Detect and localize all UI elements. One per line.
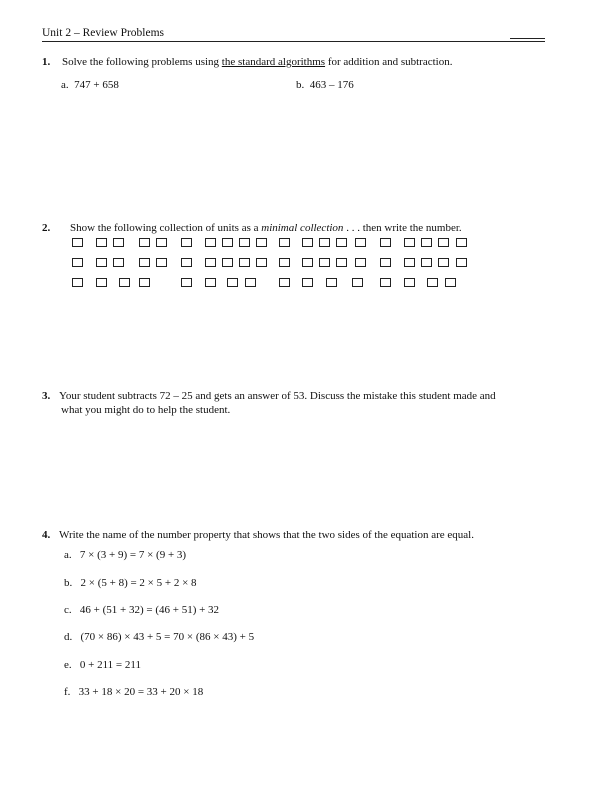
part-expression: 46 + (51 + 32) = (46 + 51) + 32: [79, 604, 220, 616]
unit-box: [113, 258, 124, 267]
question-text: for addition and subtraction.: [325, 56, 453, 68]
part-label: f.: [64, 686, 71, 698]
unit-box: [227, 278, 238, 287]
unit-box: [222, 258, 233, 267]
unit-box: [279, 258, 290, 267]
question-text-italic: minimal collection: [261, 222, 344, 234]
unit-box: [72, 258, 83, 267]
q4-part-d: [64, 631, 254, 643]
unit-box: [279, 278, 290, 287]
q4-part-e: [64, 659, 141, 671]
part-label: a.: [64, 549, 72, 561]
unit-box: [239, 238, 250, 247]
unit-box: [156, 258, 167, 267]
unit-box: [113, 238, 124, 247]
question-4: [42, 529, 474, 541]
question-3: [42, 390, 496, 402]
question-number: 4.: [42, 529, 51, 541]
q4-part-f: [64, 686, 203, 698]
question-1: [42, 56, 452, 68]
header-rule: [42, 41, 545, 42]
unit-box: [404, 258, 415, 267]
question-text-underlined: the standard algorithms: [221, 56, 326, 68]
unit-box: [421, 238, 432, 247]
part-label: c.: [64, 604, 72, 616]
part-expression: 33 + 18 × 20 = 33 + 20 × 18: [78, 686, 204, 698]
unit-box: [404, 278, 415, 287]
unit-box: [438, 238, 449, 247]
part-label: b.: [64, 577, 73, 589]
unit-box: [96, 258, 107, 267]
unit-box: [427, 278, 438, 287]
unit-box: [139, 238, 150, 247]
unit-box: [139, 258, 150, 267]
unit-box: [96, 278, 107, 287]
question-text: . . . then write the number.: [343, 222, 462, 234]
unit-box: [181, 258, 192, 267]
unit-box: [438, 258, 449, 267]
part-expression: 7 × (3 + 9) = 7 × (9 + 3): [79, 549, 187, 561]
q1-part-b: [296, 79, 354, 91]
unit-box: [139, 278, 150, 287]
part-expression: 2 × (5 + 8) = 2 × 5 + 2 × 8: [80, 577, 197, 589]
unit-box: [445, 278, 456, 287]
unit-box: [72, 238, 83, 247]
unit-box: [355, 238, 366, 247]
unit-box: [336, 238, 347, 247]
unit-box: [302, 258, 313, 267]
part-label: e.: [64, 659, 72, 671]
question-number: 3.: [42, 390, 51, 402]
header-rule-short: [510, 38, 545, 39]
part-expression: 0 + 211 = 211: [79, 659, 141, 671]
q1-part-a: [61, 79, 119, 91]
question-2: [42, 222, 462, 234]
part-expression: 747 + 658: [74, 79, 119, 91]
unit-box: [421, 258, 432, 267]
unit-box: [319, 258, 330, 267]
unit-box: [205, 258, 216, 267]
part-label: a.: [61, 79, 69, 91]
unit-box: [279, 238, 290, 247]
part-label: b.: [296, 79, 305, 91]
unit-box: [239, 258, 250, 267]
question-text: Write the name of the number property that shows that the two sides of the equation are equal.: [59, 529, 474, 541]
unit-box: [404, 238, 415, 247]
question-text: Solve the following problems using: [62, 56, 222, 68]
unit-box: [380, 238, 391, 247]
part-expression: 463 – 176: [309, 79, 354, 91]
question-text: Your student subtracts 72 – 25 and gets an answer of 53. Discuss the mistake this student made and: [59, 390, 496, 402]
unit-box: [456, 238, 467, 247]
unit-box: [72, 278, 83, 287]
unit-box: [205, 278, 216, 287]
unit-box: [336, 258, 347, 267]
unit-box: [352, 278, 363, 287]
unit-box: [181, 278, 192, 287]
unit-box: [245, 278, 256, 287]
question-number: 2.: [42, 222, 51, 234]
q4-part-a: [64, 549, 186, 561]
unit-box: [181, 238, 192, 247]
unit-box: [380, 278, 391, 287]
unit-box: [256, 258, 267, 267]
question-number: 1.: [42, 56, 51, 68]
unit-box: [119, 278, 130, 287]
part-label: d.: [64, 631, 73, 643]
unit-box: [456, 258, 467, 267]
q4-part-b: [64, 577, 197, 589]
unit-box: [222, 238, 233, 247]
unit-box: [302, 238, 313, 247]
q4-part-c: [64, 604, 219, 616]
unit-box: [326, 278, 337, 287]
unit-box: [319, 238, 330, 247]
unit-box: [355, 258, 366, 267]
unit-box: [302, 278, 313, 287]
unit-box: [256, 238, 267, 247]
part-expression: (70 × 86) × 43 + 5 = 70 × (86 × 43) + 5: [80, 631, 255, 643]
page-title: Unit 2 – Review Problems: [42, 27, 165, 39]
unit-box: [380, 258, 391, 267]
unit-box: [205, 238, 216, 247]
question-text: Show the following collection of units as a: [70, 222, 262, 234]
question-3-line-2: what you might do to help the student.: [61, 404, 231, 416]
unit-box: [156, 238, 167, 247]
unit-box: [96, 238, 107, 247]
